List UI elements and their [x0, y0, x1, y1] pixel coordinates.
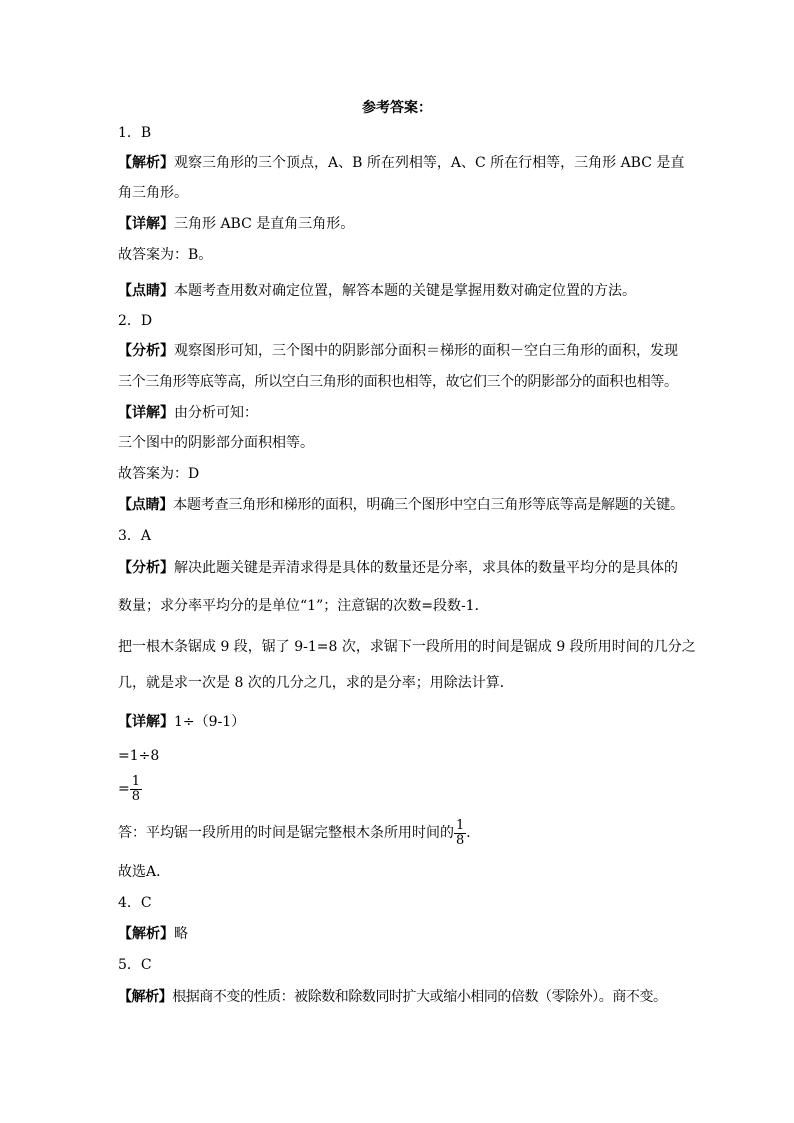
q3-reply	[118, 818, 678, 848]
q3-analysis	[118, 558, 678, 578]
q3-paragraph: 把一根木条锯成 9 段，锯了 9-1=8 次，求锯下一段所用的时间是锯成 9 段所用时间的几分之	[118, 639, 696, 655]
q5-number: 5．C	[118, 957, 152, 973]
fraction-numerator: 1	[456, 817, 465, 833]
fraction-numerator: 1	[131, 773, 141, 789]
q5-analysis-tag: 【解析】	[118, 989, 173, 1005]
q3-step2-equals: =	[118, 781, 130, 797]
q3-analysis-text: 解决此题关键是弄清求得是具体的数量还是分率，求具体的数量平均分的是具体的	[174, 560, 678, 576]
q2-comment-text: 本题考查三角形和梯形的面积，明确三个图形中空白三角形等底等高是解题的关键。	[173, 497, 684, 513]
q2-number: 2．D	[118, 313, 153, 329]
q1-detail-text: 三角形 ABC 是直角三角形。	[174, 216, 355, 232]
q1-analysis-text: 观察三角形的三个顶点，A、B 所在列相等，A、C 所在行相等，三角形 ABC 是直	[174, 155, 685, 171]
q2-analysis	[118, 341, 678, 361]
q2-analysis-tag: 【分析】	[118, 343, 174, 359]
q3-analysis-tag: 【分析】	[118, 560, 174, 576]
q2-analysis-text: 观察图形可知，三个图中的阴影部分面积＝梯形的面积－空白三角形的面积，发现	[174, 343, 678, 359]
q2-analysis-cont: 三个三角形等底等高，所以空白三角形的面积也相等，故它们三个的阴影部分的面积也相等。	[118, 374, 678, 390]
q3-step1: =1÷8	[118, 748, 160, 764]
q4-analysis	[118, 924, 678, 944]
q3-number: 3．A	[118, 528, 152, 544]
q4-analysis-text: 略	[174, 926, 188, 942]
q3-reply-fraction	[454, 819, 466, 848]
q3-step2-fraction	[130, 775, 142, 804]
q3-reply-text: 答：平均锯一段所用的时间是锯完整根木条所用时间的	[118, 825, 454, 841]
q1-analysis-cont: 角三角形。	[118, 185, 188, 201]
q1-detail	[118, 214, 678, 234]
q3-step2	[118, 774, 678, 804]
q2-detail-cont: 三个图中的阴影部分面积相等。	[118, 435, 314, 451]
q1-detail-tag: 【详解】	[118, 216, 174, 232]
q3-detail	[118, 712, 678, 732]
q1-comment-tag: 【点睛】	[118, 283, 174, 299]
q2-detail	[118, 403, 678, 423]
q1-comment	[118, 281, 678, 301]
q3-choice: 故选A．	[118, 864, 171, 880]
q4-number: 4．C	[118, 895, 152, 911]
q1-answer: 故答案为：B。	[118, 247, 213, 263]
q5-analysis	[118, 987, 678, 1007]
q2-detail-tag: 【详解】	[118, 405, 174, 421]
q5-analysis-text: 根据商不变的性质：被除数和除数同时扩大或缩小相同的倍数（零除外）。商不变。	[172, 989, 667, 1005]
q4-analysis-tag: 【解析】	[118, 926, 174, 942]
q3-reply-end: ．	[466, 825, 481, 841]
q1-number: 1．B	[118, 125, 152, 141]
q2-answer: 故答案为：D	[118, 466, 200, 482]
fraction-denominator: 8	[456, 832, 465, 848]
q3-analysis-cont: 数量；求分率平均分的是单位“1”；注意锯的次数=段数-1．	[118, 598, 489, 614]
q3-detail-tag: 【详解】	[118, 714, 174, 730]
q2-comment	[118, 495, 684, 515]
q1-analysis-tag: 【解析】	[118, 155, 174, 171]
q1-analysis	[118, 153, 685, 173]
q3-detail-text: 1÷（9-1）	[174, 714, 246, 730]
q2-detail-text: 由分析可知：	[174, 405, 258, 421]
q2-comment-tag: 【点睛】	[118, 497, 174, 513]
fraction-denominator: 8	[131, 788, 141, 804]
q3-paragraph-cont: 几，就是求一次是 8 次的几分之几，求的是分率；用除法计算．	[118, 675, 514, 691]
q1-comment-text: 本题考查用数对确定位置，解答本题的关键是掌握用数对确定位置的方法。	[174, 283, 636, 299]
page-title: 参考答案：	[362, 100, 432, 116]
